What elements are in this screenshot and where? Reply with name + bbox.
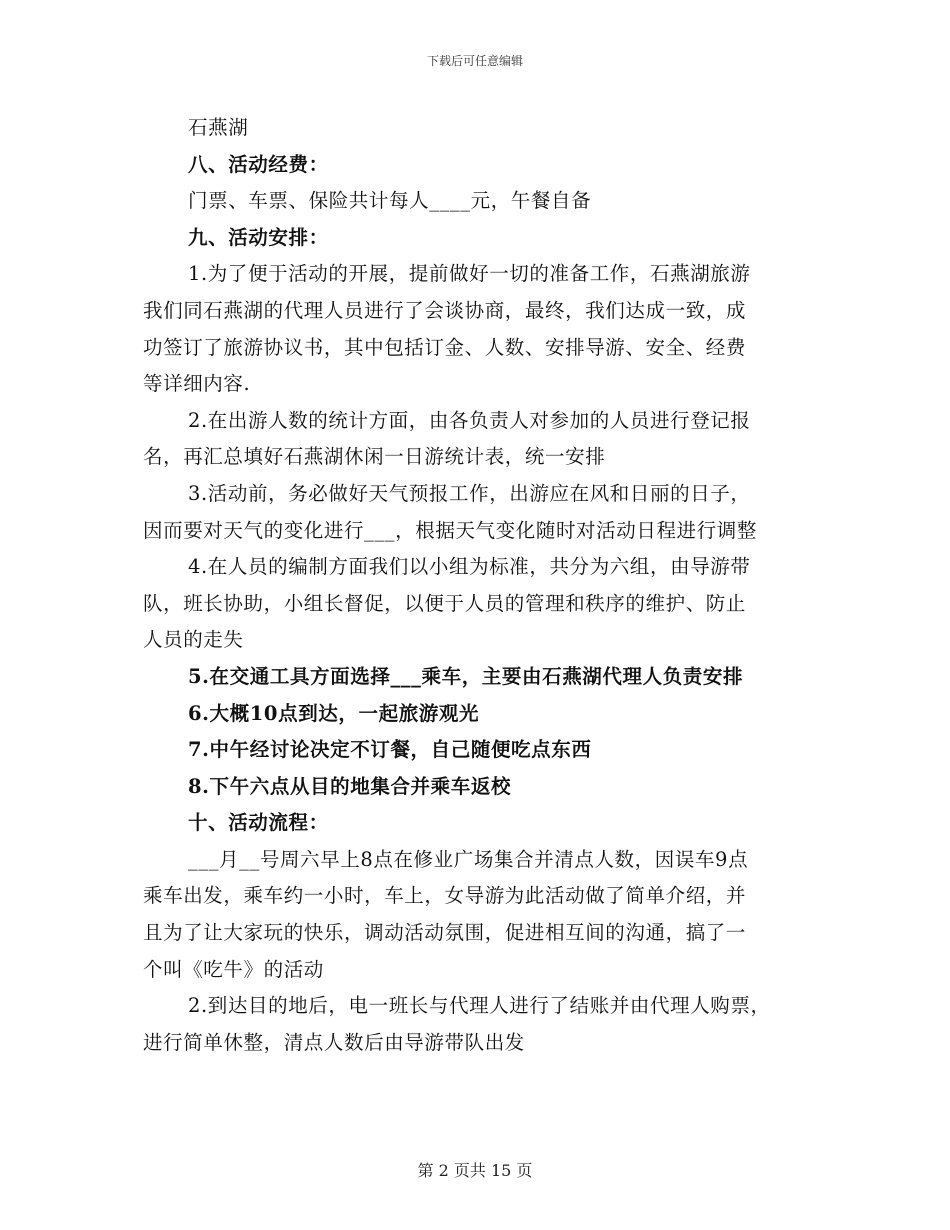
- section-heading-line: 十、活动流程：: [188, 811, 329, 835]
- section-heading-line: 八、活动经费：: [188, 152, 329, 176]
- paragraph-line: 门票、车票、保险共计每人____元，午餐自备: [188, 189, 592, 213]
- paragraph-line: 3.活动前，务必做好天气预报工作，出游应在风和日丽的日子，: [188, 481, 751, 505]
- paragraph-line: 2.到达目的地后，电一班长与代理人进行了结账并由代理人购票，: [188, 994, 771, 1018]
- paragraph-line: 功签订了旅游协议书，其中包括订金、人数、安排导游、安全、经费: [143, 335, 747, 359]
- paragraph-line: 因而要对天气的变化进行___，根据天气变化随时对活动日程进行调整: [143, 518, 757, 542]
- paragraph-line: 2.在出游人数的统计方面，由各负责人对参加的人员进行登记报: [188, 408, 751, 432]
- paragraph-line: 4.在人员的编制方面我们以小组为标准，共分为六组，由导游带: [188, 555, 751, 579]
- paragraph-line: 1.为了便于活动的开展，提前做好一切的准备工作，石燕湖旅游: [188, 262, 751, 286]
- section-heading-line: 7.中午经讨论决定不订餐，自己随便吃点东西: [188, 738, 592, 762]
- paragraph-line: 石燕湖: [188, 116, 249, 139]
- section-heading-line: 8.下午六点从目的地集合并乘车返校: [188, 774, 512, 798]
- paragraph-line: 人员的走失: [143, 628, 244, 652]
- page-header: 下载后可任意编辑: [426, 54, 523, 68]
- paragraph-line: 且为了让大家玩的快乐，调动活动氛围，促进相互间的沟通，搞了一: [143, 921, 747, 945]
- document-body: [143, 110, 807, 1061]
- paragraph-line: 乘车出发，乘车约一小时，车上，女导游为此活动做了简单介绍，并: [143, 884, 747, 908]
- paragraph-line: 我们同石燕湖的代理人员进行了会谈协商，最终，我们达成一致，成: [143, 298, 747, 322]
- section-heading-line: 5.在交通工具方面选择___乘车，主要由石燕湖代理人负责安排: [188, 664, 744, 688]
- paragraph-line: 个叫《吃牛》的活动: [143, 957, 324, 981]
- section-heading-line: 九、活动安排：: [188, 225, 329, 249]
- paragraph-line: 名，再汇总填好石燕湖休闲一日游统计表，统一安排: [143, 445, 606, 469]
- paragraph-line: 队，班长协助，小组长督促，以便于人员的管理和秩序的维护、防止: [143, 591, 747, 615]
- page-footer: 第 2 页共 15 页: [417, 1161, 533, 1180]
- paragraph-line: 等详细内容.: [143, 372, 251, 396]
- section-heading-line: 6.大概10点到达，一起旅游观光: [188, 701, 480, 725]
- paragraph-line: ___月__号周六早上8点在修业广场集合并清点人数，因误车9点: [188, 847, 749, 871]
- paragraph-line: 进行简单休整，清点人数后由导游带队出发: [143, 1030, 525, 1054]
